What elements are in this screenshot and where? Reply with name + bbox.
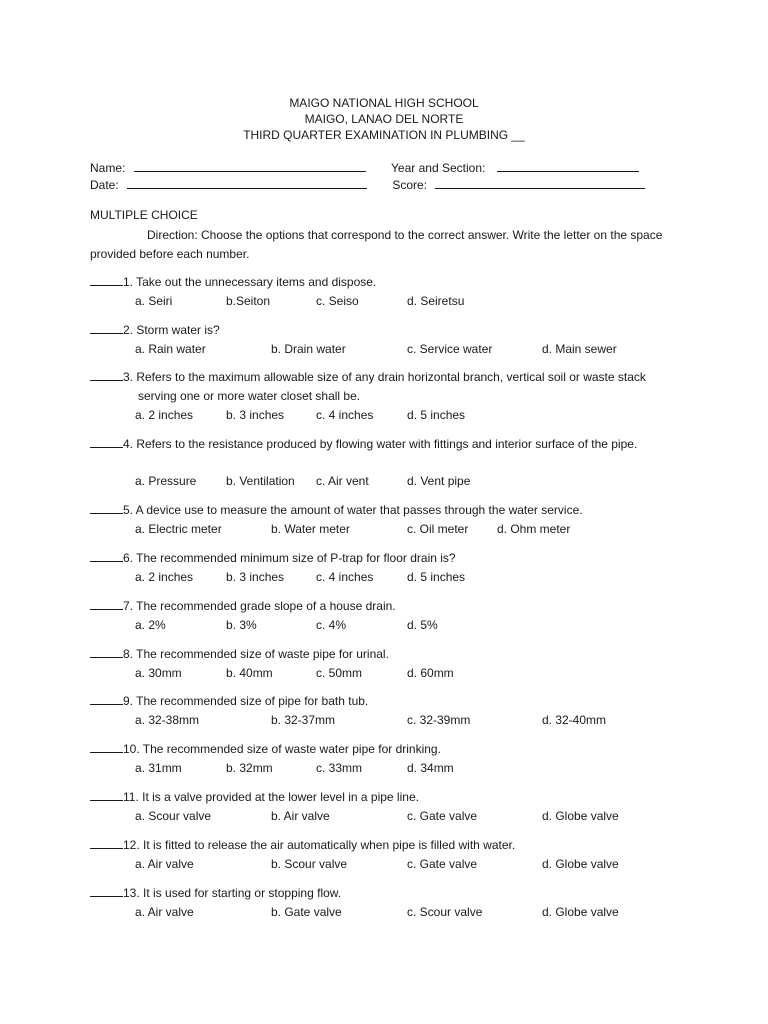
- option-c: c. Scour valve: [407, 905, 483, 919]
- question-stem: 5. A device use to measure the amount of water that passes through the water service.: [123, 503, 583, 517]
- question-1: [90, 273, 690, 311]
- answer-blank[interactable]: [90, 274, 123, 286]
- score-label: Score:: [392, 178, 428, 192]
- question-stem: 13. It is used for starting or stopping flow.: [123, 886, 342, 900]
- option-a: a. 31mm: [135, 761, 182, 775]
- option-b: b. Air valve: [271, 809, 330, 823]
- question-stem-continued: serving one or more water closet shall be.: [138, 389, 361, 403]
- option-d: d. Main sewer: [542, 342, 617, 356]
- question-stem: 10. The recommended size of waste water pipe for drinking.: [123, 742, 441, 756]
- exam-header: [0, 95, 768, 143]
- option-c: c. Gate valve: [407, 809, 478, 823]
- option-c: c. Gate valve: [407, 857, 478, 871]
- option-a: a. Air valve: [135, 905, 194, 919]
- option-d: d. Ohm meter: [497, 522, 571, 536]
- option-a: a. Electric meter: [135, 522, 222, 536]
- question-stem: 4. Refers to the resistance produced by flowing water with fittings and interior surface of the pipe.: [123, 437, 638, 451]
- school-location: MAIGO, LANAO DEL NORTE: [304, 112, 464, 126]
- question-7: [90, 597, 690, 635]
- option-d: d. Globe valve: [542, 857, 619, 871]
- answer-blank[interactable]: [90, 646, 123, 658]
- answer-blank[interactable]: [90, 369, 123, 381]
- question-stem: 9. The recommended size of pipe for bath tub.: [123, 694, 369, 708]
- answer-blank[interactable]: [90, 789, 123, 801]
- answer-blank[interactable]: [90, 598, 123, 610]
- option-c: c. 33mm: [316, 761, 363, 775]
- question-stem: 2. Storm water is?: [123, 323, 220, 337]
- option-b: b. Water meter: [271, 522, 350, 536]
- option-d: d. Globe valve: [542, 809, 619, 823]
- question-3: [90, 368, 690, 425]
- answer-blank[interactable]: [90, 837, 123, 849]
- question-6: [90, 549, 690, 587]
- exam-title: THIRD QUARTER EXAMINATION IN PLUMBING __: [243, 128, 525, 142]
- option-c: c. 32-39mm: [407, 713, 471, 727]
- option-b: b. Gate valve: [271, 905, 342, 919]
- date-line[interactable]: [127, 177, 367, 189]
- option-a: a. 30mm: [135, 666, 182, 680]
- question-10: [90, 740, 690, 778]
- answer-blank[interactable]: [90, 436, 123, 448]
- option-d: d. 5%: [407, 618, 438, 632]
- question-stem: 7. The recommended grade slope of a house drain.: [123, 599, 396, 613]
- year-section-label: Year and Section:: [391, 161, 486, 175]
- score-line[interactable]: [435, 177, 645, 189]
- option-d: d. 34mm: [407, 761, 454, 775]
- option-b: b. 3 inches: [226, 408, 285, 422]
- option-a: a. Rain water: [135, 342, 206, 356]
- option-b: b. 32mm: [226, 761, 273, 775]
- answer-blank[interactable]: [90, 322, 123, 334]
- option-a: a. Seiri: [135, 294, 173, 308]
- option-a: a. 2 inches: [135, 570, 194, 584]
- option-b: b. Drain water: [271, 342, 346, 356]
- direction-text: Direction: Choose the options that correspond to the correct answer. Write the letter on the space provided before each number.: [90, 228, 663, 261]
- year-section-line[interactable]: [497, 160, 639, 172]
- question-stem: 12. It is fitted to release the air automatically when pipe is filled with water.: [123, 838, 516, 852]
- option-c: c. 4%: [316, 618, 347, 632]
- option-d: d. 5 inches: [407, 408, 466, 422]
- question-2: [90, 321, 690, 359]
- option-c: c. Oil meter: [407, 522, 469, 536]
- option-d: d. Seiretsu: [407, 294, 465, 308]
- question-stem: 8. The recommended size of waste pipe for urinal.: [123, 647, 389, 661]
- option-c: c. 50mm: [316, 666, 363, 680]
- name-label: Name:: [90, 161, 126, 175]
- option-b: b. 3 inches: [226, 570, 285, 584]
- option-d: d. 60mm: [407, 666, 454, 680]
- option-d: d. Vent pipe: [407, 474, 471, 488]
- question-stem: 1. Take out the unnecessary items and dispose.: [123, 275, 377, 289]
- answer-blank[interactable]: [90, 885, 123, 897]
- option-a: a. Air valve: [135, 857, 194, 871]
- option-b: b. 32-37mm: [271, 713, 336, 727]
- question-stem: 11. It is a valve provided at the lower level in a pipe line.: [123, 790, 419, 804]
- date-label: Date:: [90, 178, 119, 192]
- option-a: a. Pressure: [135, 474, 197, 488]
- option-a: a. 2%: [135, 618, 166, 632]
- question-stem: 3. Refers to the maximum allowable size of any drain horizontal branch, vertical soil or waste stack: [123, 370, 646, 384]
- question-13: [90, 884, 690, 922]
- info-row-1: [90, 160, 690, 175]
- option-a: a. 2 inches: [135, 408, 194, 422]
- question-4: [90, 435, 690, 491]
- question-9: [90, 692, 690, 730]
- section-title: MULTIPLE CHOICE: [90, 208, 198, 222]
- answer-blank[interactable]: [90, 502, 123, 514]
- answer-blank[interactable]: [90, 550, 123, 562]
- option-c: c. 4 inches: [316, 570, 374, 584]
- option-a: a. Scour valve: [135, 809, 212, 823]
- question-8: [90, 645, 690, 683]
- question-5: [90, 501, 690, 539]
- option-d: d. Globe valve: [542, 905, 619, 919]
- option-d: d. 5 inches: [407, 570, 466, 584]
- school-name: MAIGO NATIONAL HIGH SCHOOL: [289, 96, 479, 110]
- question-12: [90, 836, 690, 874]
- option-c: c. Service water: [407, 342, 493, 356]
- option-b: b. Ventilation: [226, 474, 295, 488]
- option-c: c. Air vent: [316, 474, 369, 488]
- option-b: b. 40mm: [226, 666, 273, 680]
- answer-blank[interactable]: [90, 741, 123, 753]
- option-d: d. 32-40mm: [542, 713, 607, 727]
- option-b: b. Scour valve: [271, 857, 348, 871]
- option-a: a. 32-38mm: [135, 713, 200, 727]
- option-b: b. 3%: [226, 618, 257, 632]
- question-stem: 6. The recommended minimum size of P-trap for floor drain is?: [123, 551, 456, 565]
- info-row-2: [90, 177, 690, 192]
- name-line[interactable]: [134, 160, 366, 172]
- option-b: b.Seiton: [226, 294, 271, 308]
- option-c: c. Seiso: [316, 294, 359, 308]
- option-c: c. 4 inches: [316, 408, 374, 422]
- question-11: [90, 788, 690, 826]
- answer-blank[interactable]: [90, 693, 123, 705]
